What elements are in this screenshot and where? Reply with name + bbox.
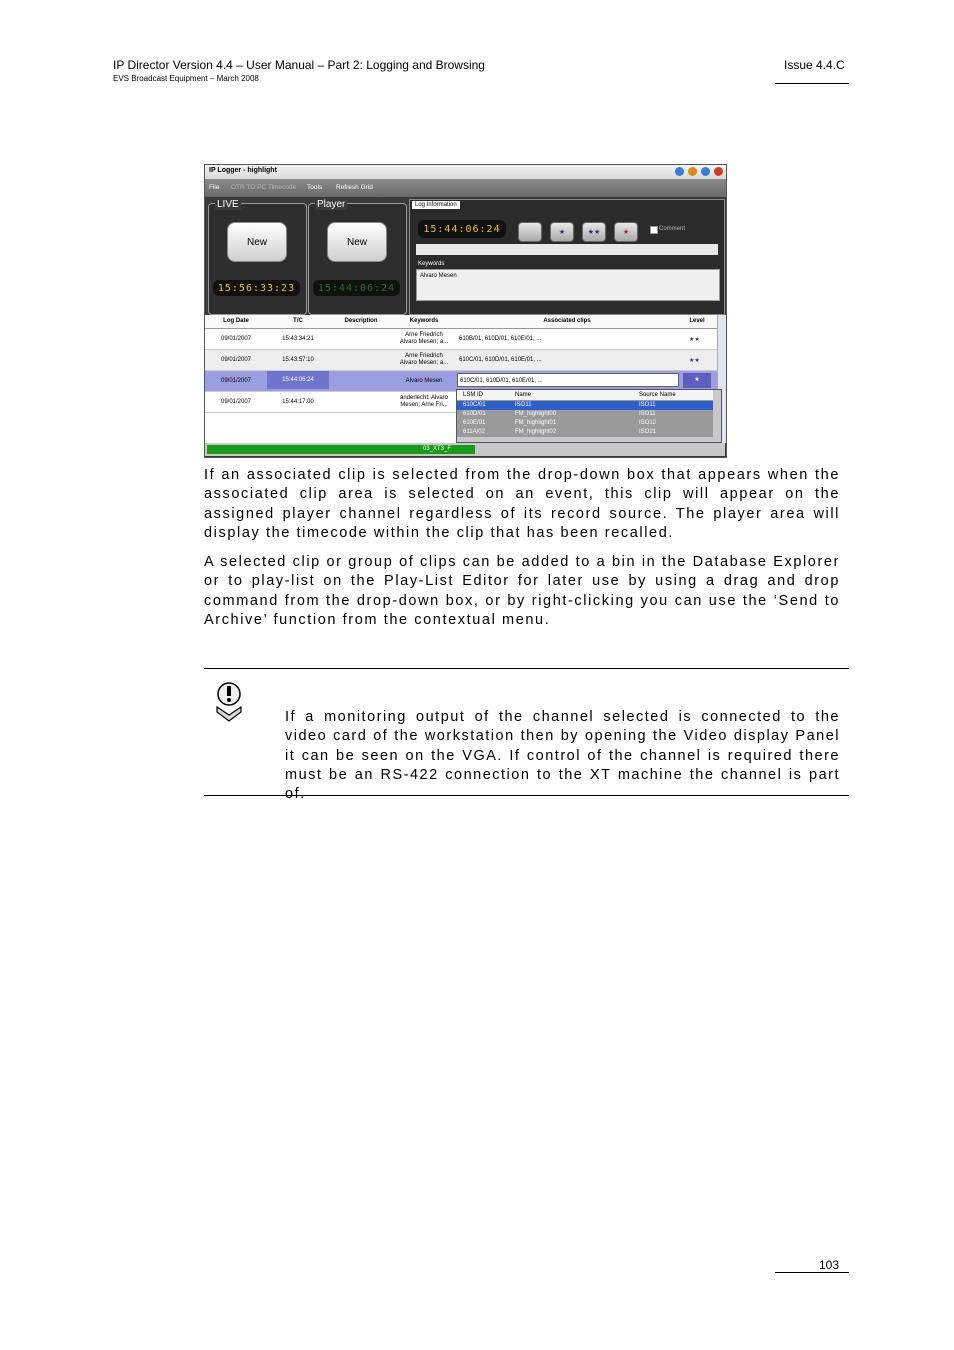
col-description[interactable]: Description <box>344 318 378 324</box>
col-associated-clips[interactable]: Associated clips <box>543 318 591 324</box>
comment-label: Comment <box>659 226 686 232</box>
menu-file[interactable]: File <box>209 184 220 191</box>
dd-cell: 610D/01 <box>463 411 486 417</box>
dd-cell: 610E/01 <box>463 420 486 426</box>
dd-col-lsm-id: LSM ID <box>463 392 484 398</box>
dd-cell: ISO21 <box>639 429 657 435</box>
dd-cell: ISO11 <box>515 402 532 408</box>
cell-clips: 610C/01, 610D/01, 610E/01, ... <box>459 357 542 363</box>
close-icon[interactable] <box>714 167 723 176</box>
cell-date: 09/01/2007 <box>220 399 252 405</box>
live-panel <box>208 199 307 315</box>
tab-log-information[interactable]: Log Information <box>412 201 460 209</box>
header-issue: Issue 4.4.C <box>784 58 845 72</box>
player-panel <box>308 199 407 315</box>
level-3-button[interactable]: ★ <box>614 222 638 242</box>
window-titlebar <box>205 165 726 179</box>
cell-tc: 15:43:34:21 <box>282 336 314 342</box>
dd-cell: FM_highlight02 <box>515 429 557 435</box>
status-bar <box>205 443 725 456</box>
keywords-label: Keywords <box>418 261 445 267</box>
keywords-field[interactable] <box>416 269 720 301</box>
menu-otr[interactable]: OTR TO PC Timecode <box>231 184 297 191</box>
footer-rule <box>775 1272 849 1273</box>
table-row[interactable] <box>205 329 717 350</box>
cell-tc: 15:44:17:00 <box>282 399 314 405</box>
cell-tc: 15:43:57:10 <box>282 357 314 363</box>
associated-clips-combobox[interactable] <box>457 373 679 387</box>
keyword-line: Alvaro Mesen; a... <box>399 360 449 366</box>
cell-keywords <box>393 332 455 346</box>
combobox-value: 610C/01, 610D/01, 610E/01, ... <box>460 378 543 384</box>
note-bottom-rule <box>204 795 849 796</box>
minimize-icon[interactable] <box>688 167 697 176</box>
cell-date: 09/01/2007 <box>220 357 252 363</box>
dd-cell: ISO11 <box>639 402 656 408</box>
paragraph-2: A selected clip or group of clips can be added to a bin in the Database Explorer or to play-list on the Play-List Editor for later use by using a drag and drop command from the drop-down box, or by right-clicking you can use the ‘Send to Archive’ function from the contextual menu. <box>204 554 840 628</box>
ip-logger-screenshot <box>204 164 727 458</box>
level-1-button[interactable]: ★ <box>550 222 574 242</box>
cell-date: 09/01/2007 <box>220 336 252 342</box>
dropdown-row[interactable] <box>457 419 713 428</box>
level-stars-icon: ★★ <box>689 358 700 364</box>
col-keywords[interactable]: Keywords <box>409 318 439 324</box>
dd-col-name: Name <box>515 392 532 398</box>
table-row[interactable] <box>205 350 717 371</box>
paragraph-1: If an associated clip is selected from the drop-down box that appears when the associated clip area is selected on an event, this clip will appear on the assigned player channel regardless of its record source. The player area will display the timecode within the clip that has been recalled. <box>204 467 840 541</box>
level-stars-icon: ★ <box>683 373 711 388</box>
col-log-date[interactable]: Log Date <box>223 318 249 324</box>
header-rule <box>775 83 849 84</box>
dd-cell: ISO12 <box>639 420 657 426</box>
dd-cell: 610C/01 <box>463 402 486 408</box>
keywords-value: Alvaro Mesen <box>420 273 457 279</box>
menu-bar <box>205 179 726 197</box>
col-tc[interactable]: T/C <box>293 318 303 324</box>
dd-cell: 611A/02 <box>463 429 485 435</box>
dd-cell: FM_highlight01 <box>515 420 557 426</box>
description-field[interactable] <box>416 244 718 255</box>
status-text: 03_XT3_F <box>423 446 452 452</box>
log-timecode: 15:44:06:24 <box>418 220 506 238</box>
log-information-panel <box>409 199 725 315</box>
header-subtitle: EVS Broadcast Equipment – March 2008 <box>113 74 259 83</box>
window-title: IP Logger - highlight <box>209 167 277 174</box>
dropdown-row[interactable] <box>457 410 713 419</box>
associated-clips-dropdown[interactable] <box>456 389 722 443</box>
cell-keywords <box>393 353 455 367</box>
player-label: Player <box>317 199 346 210</box>
keyword-line: Alvaro Mesen; a... <box>399 339 449 345</box>
player-timecode: 15:44:06:24 <box>313 280 400 296</box>
keyword-line: Arne Friedrich <box>405 353 443 359</box>
help-icon[interactable] <box>675 167 684 176</box>
keyword-line: anderlecht; Alvaro <box>399 395 449 401</box>
dd-cell: FM_highlight00 <box>515 411 557 417</box>
comment-checkbox[interactable] <box>650 226 658 234</box>
menu-tools[interactable]: Tools <box>307 184 323 191</box>
live-timecode: 15:56:33:23 <box>213 280 300 296</box>
maximize-icon[interactable] <box>701 167 710 176</box>
cell-date: 09/01/2007 <box>220 378 252 384</box>
note-exclamation-icon <box>212 681 246 723</box>
keyword-line: Mesen; Arne Fri... <box>400 402 448 408</box>
dropdown-header <box>457 390 713 401</box>
level-2-button[interactable]: ★★ <box>582 222 606 242</box>
cell-keywords <box>393 395 455 409</box>
live-label: LIVE <box>217 199 239 210</box>
note-text: If a monitoring output of the channel selected is connected to the video card of the workstation then by opening the Video display Panel it can be seen on the VGA. If control of the channel is required there must be an RS-422 connection to the XT machine the channel is part of. <box>285 709 840 803</box>
col-level[interactable]: Level <box>689 318 705 324</box>
level-stars-icon: ★★ <box>689 337 700 343</box>
grid-header <box>205 315 717 329</box>
menu-refresh-grid[interactable]: Refresh Grid <box>336 184 373 191</box>
dd-col-source-name: Source Name <box>639 392 676 398</box>
level-0-button[interactable] <box>518 222 542 242</box>
cell-tc: 15:44:06:24 <box>267 371 329 389</box>
header-title: IP Director Version 4.4 – User Manual – Part 2: Logging and Browsing <box>113 58 485 72</box>
live-new-button[interactable]: New <box>227 222 287 262</box>
dropdown-row[interactable] <box>457 401 713 410</box>
keyword-line: Arne Friedrich <box>405 332 443 338</box>
player-new-button[interactable]: New <box>327 222 387 262</box>
cell-keywords: Alvaro Mesen <box>405 378 443 384</box>
note-top-rule <box>204 668 849 669</box>
page-number: 103 <box>819 1258 840 1272</box>
dd-cell: ISO11 <box>639 411 656 417</box>
dropdown-row[interactable] <box>457 428 713 437</box>
cell-clips: 610B/01, 610D/01, 610E/01, ... <box>459 336 542 342</box>
